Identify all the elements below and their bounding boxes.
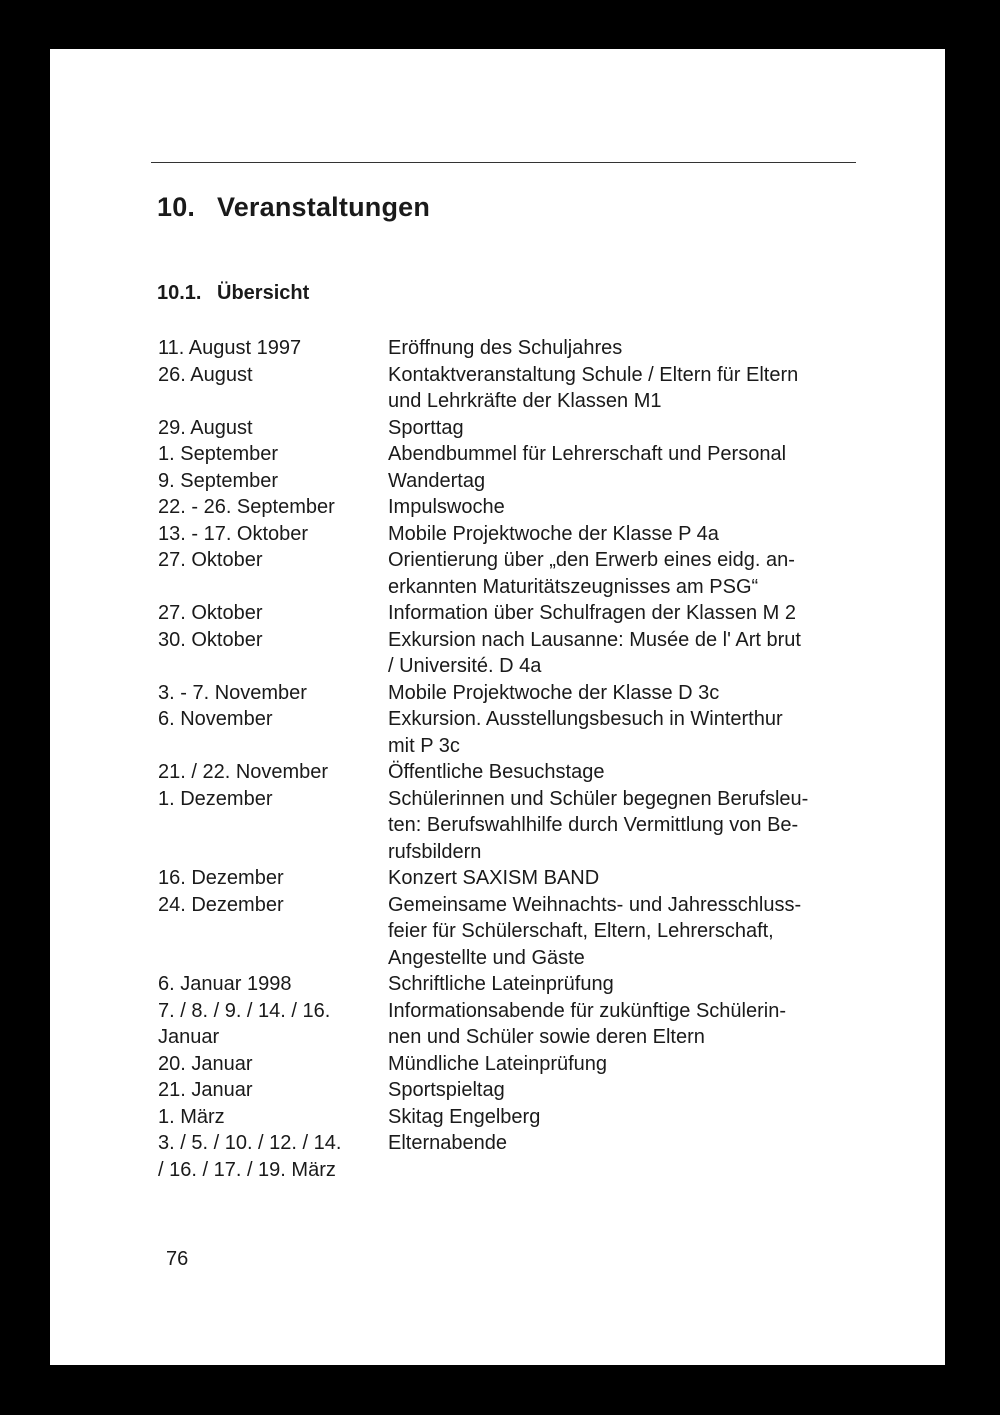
event-date: 1. September [158, 443, 279, 465]
event-row [158, 680, 860, 707]
event-row [158, 415, 860, 442]
event-description: Mobile Projektwoche der Klasse D 3c [388, 681, 720, 704]
event-row [158, 441, 860, 468]
event-date: 22. - 26. September [158, 496, 335, 518]
event-description: Skitag Engelberg [388, 1105, 541, 1128]
event-row [158, 892, 860, 972]
event-date: 21. Januar [158, 1079, 253, 1101]
event-description: Information über Schulfragen der Klassen M 2 [388, 602, 796, 624]
event-date: 6. Januar 1998 [158, 973, 292, 995]
event-description: Abendbummel für Lehrerschaft und Personal [388, 443, 787, 465]
event-date: 13. - 17. Oktober [158, 522, 309, 545]
section-number: 10. [157, 192, 196, 222]
event-row [158, 627, 860, 680]
event-description: Konzert SAXISM BAND [388, 867, 600, 889]
event-description: Mobile Projektwoche der Klasse P 4a [388, 522, 719, 545]
event-description: Wandertag [388, 469, 486, 492]
event-date: 29. August [158, 416, 253, 439]
event-row [158, 1130, 860, 1183]
event-date: 24. Dezember [158, 893, 284, 916]
event-date: 21. / 22. November [158, 761, 329, 783]
event-date: 9. September [158, 469, 279, 492]
event-row [158, 600, 860, 627]
event-date: 1. Dezember [158, 787, 273, 810]
event-row [158, 494, 860, 521]
event-row [158, 1051, 860, 1078]
event-description: Impulswoche [388, 496, 505, 518]
event-description: Elternabende [388, 1132, 507, 1154]
event-date: 27. Oktober [158, 549, 263, 571]
event-row [158, 468, 860, 495]
event-date: 3. / 5. / 10. / 12. / 14. / 16. / 17. / 19. März [158, 1132, 342, 1181]
event-date: 7. / 8. / 9. / 14. / 16. Januar [158, 999, 331, 1048]
event-row [158, 521, 860, 548]
event-date: 1. März [158, 1105, 225, 1128]
event-date: 11. August 1997 [158, 337, 302, 359]
event-row [158, 335, 860, 362]
event-row [158, 1104, 860, 1131]
event-description: Sporttag [388, 416, 464, 439]
event-description: Mündliche Lateinprüfung [388, 1052, 608, 1075]
event-row [158, 706, 860, 759]
subsection-number: 10.1. [157, 282, 202, 304]
event-description: Schülerinnen und Schüler begegnen Berufsleu- ten: Berufswahlhilfe durch Vermittlung von Be- rufsbildern [388, 787, 809, 863]
event-description: Sportspieltag [388, 1079, 505, 1101]
event-row [158, 1077, 860, 1104]
event-date: 27. Oktober [158, 602, 263, 624]
event-row [158, 971, 860, 998]
section-title: Veranstaltungen [217, 192, 431, 222]
event-description: Eröffnung des Schuljahres [388, 337, 623, 359]
document-page [50, 49, 945, 1365]
event-row [158, 362, 860, 415]
event-row [158, 998, 860, 1051]
page-number: 76 [166, 1248, 189, 1270]
event-description: Kontaktveranstaltung Schule / Eltern für Eltern und Lehrkräfte der Klassen M1 [388, 363, 799, 412]
event-date: 16. Dezember [158, 867, 284, 889]
event-description: Exkursion nach Lausanne: Musée de l' Art brut / Université. D 4a [388, 628, 801, 677]
event-description: Schriftliche Lateinprüfung [388, 973, 614, 995]
event-row [158, 786, 860, 866]
event-description: Öffentliche Besuchstage [388, 761, 605, 783]
event-description: Informationsabende für zukünftige Schülerin- nen und Schüler sowie deren Eltern [388, 999, 787, 1048]
section-heading [157, 192, 430, 223]
header-rule [151, 162, 856, 163]
event-date: 6. November [158, 708, 273, 730]
event-row [158, 865, 860, 892]
event-description: Exkursion. Ausstellungsbesuch in Winterthur mit P 3c [388, 708, 783, 757]
event-description: Gemeinsame Weihnachts- und Jahresschluss- feier für Schülerschaft, Eltern, Lehrerschaft, Angestellte und Gäste [388, 893, 802, 969]
event-date: 30. Oktober [158, 628, 263, 651]
event-date: 3. - 7. November [158, 681, 307, 704]
event-date: 20. Januar [158, 1052, 253, 1075]
event-description: Orientierung über „den Erwerb eines eidg. an- erkannten Maturitätszeugnisses am PSG“ [388, 549, 795, 598]
event-list [158, 335, 860, 1183]
subsection-title: Übersicht [217, 282, 310, 304]
event-row [158, 759, 860, 786]
event-row [158, 547, 860, 600]
subsection-heading [157, 282, 309, 305]
event-date: 26. August [158, 363, 253, 386]
